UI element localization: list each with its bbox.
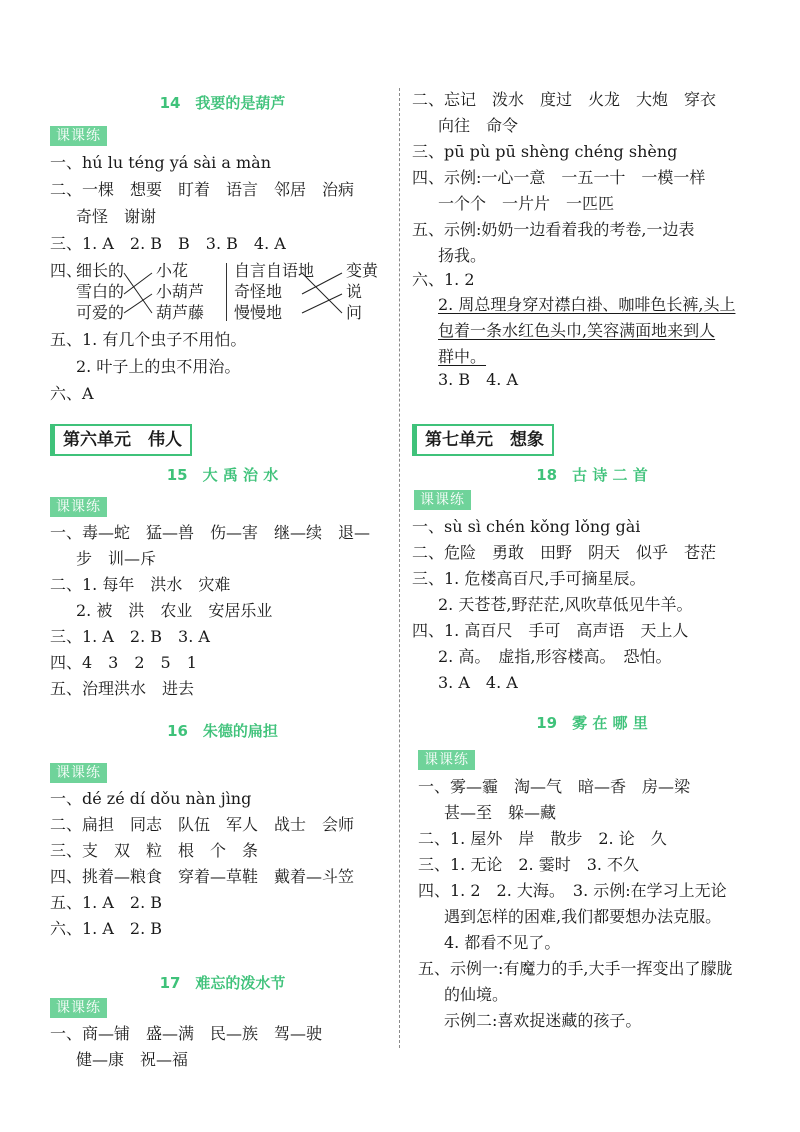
l17-q1a: 一、商—铺 盛—满 民—族 驾—驶 bbox=[50, 1024, 323, 1043]
l17-q6b: 2. 周总理身穿对襟白褂、咖啡色长裤,头上 bbox=[438, 295, 736, 314]
l19-q2: 二、1. 屋外 岸 散步 2. 论 久 bbox=[418, 829, 667, 848]
lesson-16-tag: 课课练 bbox=[50, 763, 107, 783]
l17-q5b: 扬我。 bbox=[438, 246, 487, 265]
l16-q1: 一、dé zé dí dǒu nàn jìng bbox=[50, 789, 252, 808]
l17-q3: 三、pū pù pū shèng chéng shèng bbox=[412, 142, 678, 161]
l17-q4a: 四、示例:一心一意 一五一十 一模一样 bbox=[412, 168, 706, 187]
l18-q2: 二、危险 勇敢 田野 阴天 似乎 苍茫 bbox=[412, 543, 717, 562]
l19-q5a: 五、示例一:有魔力的手,大手一挥变出了朦胧 bbox=[418, 959, 733, 978]
unit-6-heading: 第六单元 伟人 bbox=[50, 424, 192, 456]
match2-left-2: 奇怪地 bbox=[234, 282, 283, 301]
l16-q4: 四、挑着—粮食 穿着—草鞋 戴着—斗笠 bbox=[50, 867, 355, 886]
l17-q6d: 群中。 bbox=[438, 347, 487, 366]
l17-q5a: 五、示例:奶奶一边看着我的考卷,一边表 bbox=[412, 220, 695, 239]
lesson-14-tag: 课课练 bbox=[50, 126, 107, 146]
match2-left-3: 慢慢地 bbox=[234, 303, 283, 322]
l17-q4b: 一个个 一片片 一匹匹 bbox=[438, 194, 615, 213]
l18-q4b: 2. 高。 虚指,形容楼高。 恐怕。 bbox=[438, 647, 672, 666]
l17-q1b: 健—康 祝—福 bbox=[76, 1050, 189, 1069]
l18-q4a: 四、1. 高百尺 手可 高声语 天上人 bbox=[412, 621, 689, 640]
match2-right-3: 问 bbox=[346, 303, 363, 322]
l15-q2b: 2. 被 洪 农业 安居乐业 bbox=[76, 601, 273, 620]
l19-q5b: 的仙境。 bbox=[444, 985, 509, 1004]
l17-q2a: 二、忘记 泼水 度过 火龙 大炮 穿衣 bbox=[412, 90, 717, 109]
l18-q3a: 三、1. 危楼高百尺,手可摘星辰。 bbox=[412, 569, 646, 588]
l16-q2: 二、扁担 同志 队伍 军人 战士 会师 bbox=[50, 815, 355, 834]
match-separator bbox=[226, 263, 227, 321]
match1-left-2: 雪白的 bbox=[76, 282, 125, 301]
l14-q5a: 五、1. 有几个虫子不用怕。 bbox=[50, 330, 247, 349]
l14-q2b: 奇怪 谢谢 bbox=[76, 207, 157, 226]
match1-left-3: 可爱的 bbox=[76, 303, 125, 322]
l19-q3: 三、1. 无论 2. 霎时 3. 不久 bbox=[418, 855, 640, 874]
l19-q1a: 一、雾—霾 淘—气 暗—香 房—梁 bbox=[418, 777, 691, 796]
lesson-19-tag: 课课练 bbox=[418, 750, 475, 770]
l14-q2a: 二、一棵 想要 盯着 语言 邻居 治病 bbox=[50, 180, 355, 199]
match1-right-1: 小花 bbox=[156, 261, 189, 280]
l19-q4b: 遇到怎样的困难,我们都要想办法克服。 bbox=[444, 907, 722, 926]
match2-lines bbox=[300, 261, 344, 325]
l15-q5: 五、治理洪水 进去 bbox=[50, 679, 195, 698]
column-divider bbox=[399, 88, 400, 1048]
l18-q3b: 2. 天苍苍,野茫茫,风吹草低见牛羊。 bbox=[438, 595, 693, 614]
l17-q2b: 向往 命令 bbox=[438, 116, 519, 135]
lesson-15-tag: 课课练 bbox=[50, 497, 107, 517]
match2-left-1: 自言自语地 bbox=[234, 261, 315, 280]
lesson-18-title: 18 古 诗 二 首 bbox=[536, 466, 648, 484]
l19-q1b: 甚—至 躲—藏 bbox=[444, 803, 557, 822]
l18-q4c: 3. A 4. A bbox=[438, 673, 518, 692]
lesson-14-title: 14 我要的是葫芦 bbox=[159, 94, 286, 112]
l17-q6a: 六、1. 2 bbox=[412, 270, 475, 289]
match1-lines bbox=[122, 261, 154, 325]
l14-q1: 一、hú lu téng yá sài a màn bbox=[50, 153, 271, 172]
l14-q6: 六、A bbox=[50, 384, 94, 403]
lesson-15-title: 15 大 禹 治 水 bbox=[166, 466, 279, 484]
l19-q5c: 示例二:喜欢捉迷藏的孩子。 bbox=[444, 1011, 642, 1030]
match1-right-3: 葫芦藤 bbox=[156, 303, 205, 322]
unit-7-heading: 第七单元 想象 bbox=[412, 424, 554, 456]
l19-q4c: 4. 都看不见了。 bbox=[444, 933, 561, 952]
l15-q4: 四、4 3 2 5 1 bbox=[50, 653, 197, 672]
l19-q4a: 四、1. 2 2. 大海。 3. 示例:在学习上无论 bbox=[418, 881, 727, 900]
l15-q3: 三、1. A 2. B 3. A bbox=[50, 627, 210, 646]
l14-q3: 三、1. A 2. B B 3. B 4. A bbox=[50, 234, 286, 253]
l14-q5b: 2. 叶子上的虫不用治。 bbox=[76, 357, 241, 376]
l16-q3: 三、支 双 粒 根 个 条 bbox=[50, 841, 259, 860]
l16-q6: 六、1. A 2. B bbox=[50, 919, 163, 938]
lesson-19-title: 19 雾 在 哪 里 bbox=[536, 714, 648, 732]
l15-q1a: 一、毒—蛇 猛—兽 伤—害 继—续 退— bbox=[50, 523, 371, 542]
match2-right-1: 变黄 bbox=[346, 261, 379, 280]
lesson-17-tag: 课课练 bbox=[50, 998, 107, 1018]
match1-right-2: 小葫芦 bbox=[156, 282, 205, 301]
l18-q1: 一、sù sì chén kǒng lǒng gài bbox=[412, 517, 641, 536]
l16-q5: 五、1. A 2. B bbox=[50, 893, 163, 912]
match2-right-2: 说 bbox=[346, 282, 363, 301]
lesson-17-title: 17 难忘的泼水节 bbox=[159, 974, 286, 992]
l17-q6e: 3. B 4. A bbox=[438, 370, 519, 389]
lesson-16-title: 16 朱德的扁担 bbox=[167, 722, 278, 740]
l15-q1b: 步 训—斥 bbox=[76, 549, 157, 568]
l17-q6c: 包着一条水红色头巾,笑容满面地来到人 bbox=[438, 321, 716, 340]
match1-left-1: 细长的 bbox=[76, 261, 125, 280]
lesson-18-tag: 课课练 bbox=[414, 490, 471, 510]
l15-q2a: 二、1. 每年 洪水 灾难 bbox=[50, 575, 231, 594]
l14-q4-label: 四、 bbox=[50, 261, 83, 280]
